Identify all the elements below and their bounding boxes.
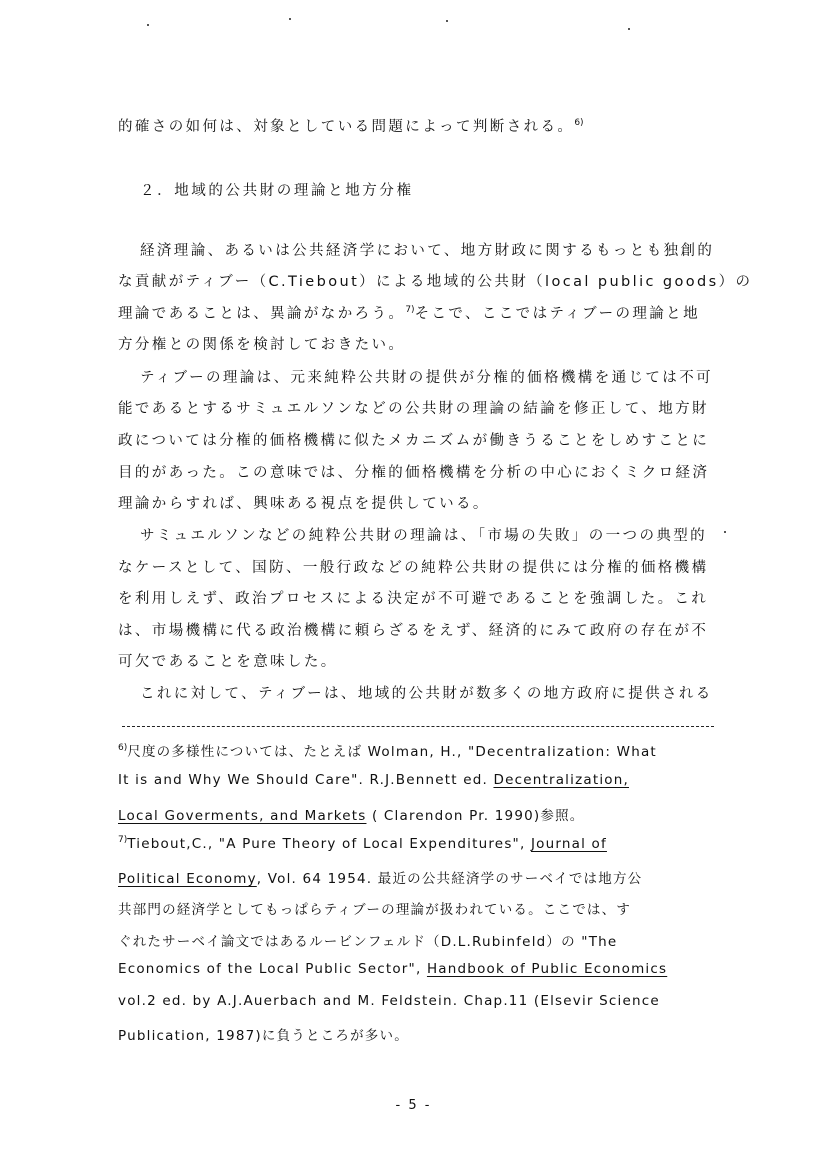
footnote-separator — [122, 726, 714, 727]
scan-speck — [147, 24, 149, 26]
footnote-text: ( Clarendon Pr. 1990)参照。 — [366, 808, 585, 824]
body-line: を利用しえず、政治プロセスによる決定が不可避であることを強調した。これ — [118, 591, 709, 607]
footnote-text: Tiebout,C., "A Pure Theory of Local Expenditures", — [127, 836, 531, 852]
body-text: 理論であることは、異論がなかろう。 — [118, 306, 406, 322]
book-title: Handbook of Public Economics — [426, 961, 668, 977]
body-line: 目的があった。この意味では、分権的価格機構を分析の中心におくミクロ経済 — [118, 465, 710, 481]
body-line: これに対して、ティブーは、地域的公共財が数多くの地方政府に提供される — [140, 686, 713, 702]
body-line: 可欠であることを意味した。 — [118, 654, 338, 670]
footnote-6-line — [118, 772, 629, 788]
footnote-ref-7: 7) — [405, 305, 415, 315]
scan-speck — [628, 28, 630, 30]
body-line: 能であるとするサミュエルソンなどの公共財の理論の結論を修正して、地方財 — [118, 401, 709, 417]
body-text: 的確さの如何は、対象としている問題によって判断される。 — [118, 119, 575, 135]
body-line: 方分権との関係を検討しておきたい。 — [118, 337, 406, 353]
scan-speck — [289, 18, 291, 20]
footnote-ref-6: 6) — [574, 118, 584, 128]
footnote-marker: 7) — [118, 835, 128, 845]
body-line: 経済理論、あるいは公共経済学において、地方財政に関するもっとも独創的 — [140, 243, 715, 259]
scan-speck — [724, 531, 726, 533]
footnote-6 — [118, 740, 657, 760]
body-line: は、市場機構に代る政治機構に頼らざるをえず、経済的にみて政府の存在が不 — [118, 623, 709, 639]
journal-title: Political Economy — [118, 871, 257, 887]
footnote-7-line: Publication, 1987)に負うところが多い。 — [118, 1028, 409, 1044]
footnote-marker: 6) — [118, 743, 128, 753]
book-title: Local Goverments, and Markets — [118, 808, 367, 824]
footnote-text: It is and Why We Should Care". R.J.Bennett ed. — [118, 772, 494, 788]
footnote-text: , Vol. 64 1954. 最近の公共経済学のサーベイでは地方公 — [256, 871, 643, 887]
body-line: 理論からすれば、興味ある視点を提供している。 — [118, 496, 490, 512]
book-title: Decentralization, — [493, 772, 629, 788]
body-line — [118, 115, 584, 136]
body-line: な貢献がティブー（C.Tiebout）による地域的公共財（local public goods）の — [118, 274, 753, 290]
body-line: ティブーの理論は、元来純粋公共財の提供が分権的価格機構を通じては不可 — [140, 370, 714, 386]
scan-speck — [446, 20, 448, 22]
body-text: そこで、ここではティブーの理論と地 — [414, 306, 700, 322]
footnote-7 — [118, 835, 607, 852]
footnote-6-line — [118, 804, 584, 824]
journal-title: Journal of — [530, 836, 607, 852]
footnote-7-line — [118, 961, 667, 977]
section-heading: ２．地域的公共財の理論と地方分権 — [140, 183, 414, 199]
footnote-text: Economics of the Local Public Sector", — [118, 961, 427, 977]
page-number: - 5 - — [395, 1098, 432, 1113]
footnote-7-line: ぐれたサーベイ論文ではあるルービンフェルド（D.L.Rubinfeld）の "The — [118, 934, 618, 950]
body-line: 政については分権的価格機構に似たメカニズムが働きうることをしめすことに — [118, 433, 710, 449]
body-line — [118, 302, 700, 323]
footnote-7-line — [118, 867, 642, 887]
body-line: なケースとして、国防、一般行政などの純粋公共財の提供には分権的価格機構 — [118, 560, 709, 576]
footnote-text: 尺度の多様性については、たとえば Wolman, H., "Decentralization: What — [127, 744, 657, 760]
body-line: サミュエルソンなどの純粋公共財の理論は、「市場の失敗」の一つの典型的 — [140, 528, 708, 544]
footnote-7-line: vol.2 ed. by A.J.Auerbach and M. Feldstein. Chap.11 (Elsevir Science — [118, 993, 660, 1009]
footnote-7-line: 共部門の経済学としてもっぱらティブーの理論が扱われている。ここでは、す — [118, 902, 632, 918]
